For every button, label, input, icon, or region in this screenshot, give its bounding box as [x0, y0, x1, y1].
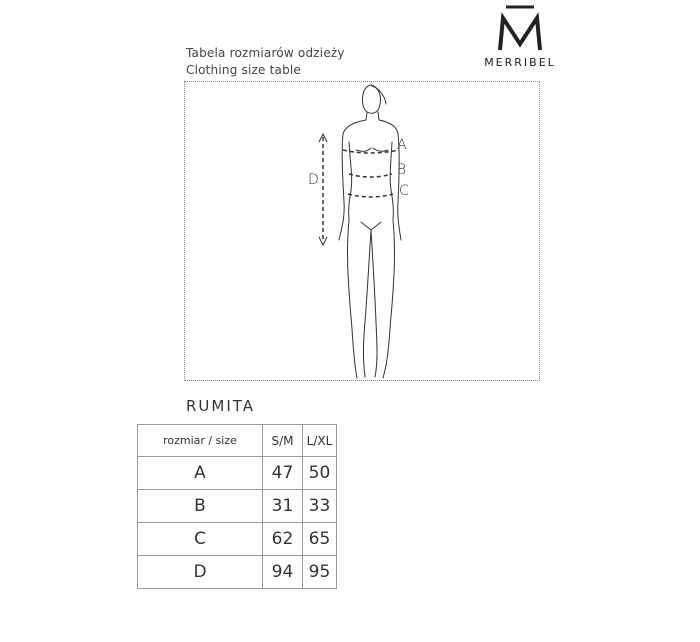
cell-lxl: 50	[303, 457, 337, 490]
cell-sm: 31	[263, 490, 303, 523]
cell-sm: 62	[263, 523, 303, 556]
cell-sm: 94	[263, 556, 303, 589]
measurement-label-d: D	[308, 172, 319, 188]
size-table	[137, 424, 337, 589]
brand-wordmark: MERRIBEL	[484, 56, 556, 69]
merribel-monogram-icon	[494, 4, 546, 54]
cell-lxl: 65	[303, 523, 337, 556]
row-label: D	[138, 556, 263, 589]
table-row	[138, 457, 337, 490]
subtitle-polish: Tabela rozmiarów odzieży	[186, 46, 345, 60]
table-header-row	[138, 425, 337, 457]
product-name: RUMITA	[186, 397, 256, 415]
measurement-label-a: A	[397, 137, 407, 153]
brand-logo	[470, 4, 570, 74]
measurement-label-b: B	[397, 162, 407, 178]
measurement-label-c: C	[399, 183, 409, 199]
row-label: B	[138, 490, 263, 523]
header-size-sm: S/M	[263, 425, 303, 457]
cell-sm: 47	[263, 457, 303, 490]
row-label: A	[138, 457, 263, 490]
subtitle-english: Clothing size table	[186, 63, 302, 77]
cell-lxl: 95	[303, 556, 337, 589]
measurement-figure-panel	[184, 81, 540, 381]
row-label: C	[138, 523, 263, 556]
header-size-lxl: L/XL	[303, 425, 337, 457]
table-row	[138, 523, 337, 556]
table-row	[138, 490, 337, 523]
header-size-label: rozmiar / size	[138, 425, 263, 457]
table-row	[138, 556, 337, 589]
cell-lxl: 33	[303, 490, 337, 523]
body-outline-illustration	[185, 82, 541, 382]
